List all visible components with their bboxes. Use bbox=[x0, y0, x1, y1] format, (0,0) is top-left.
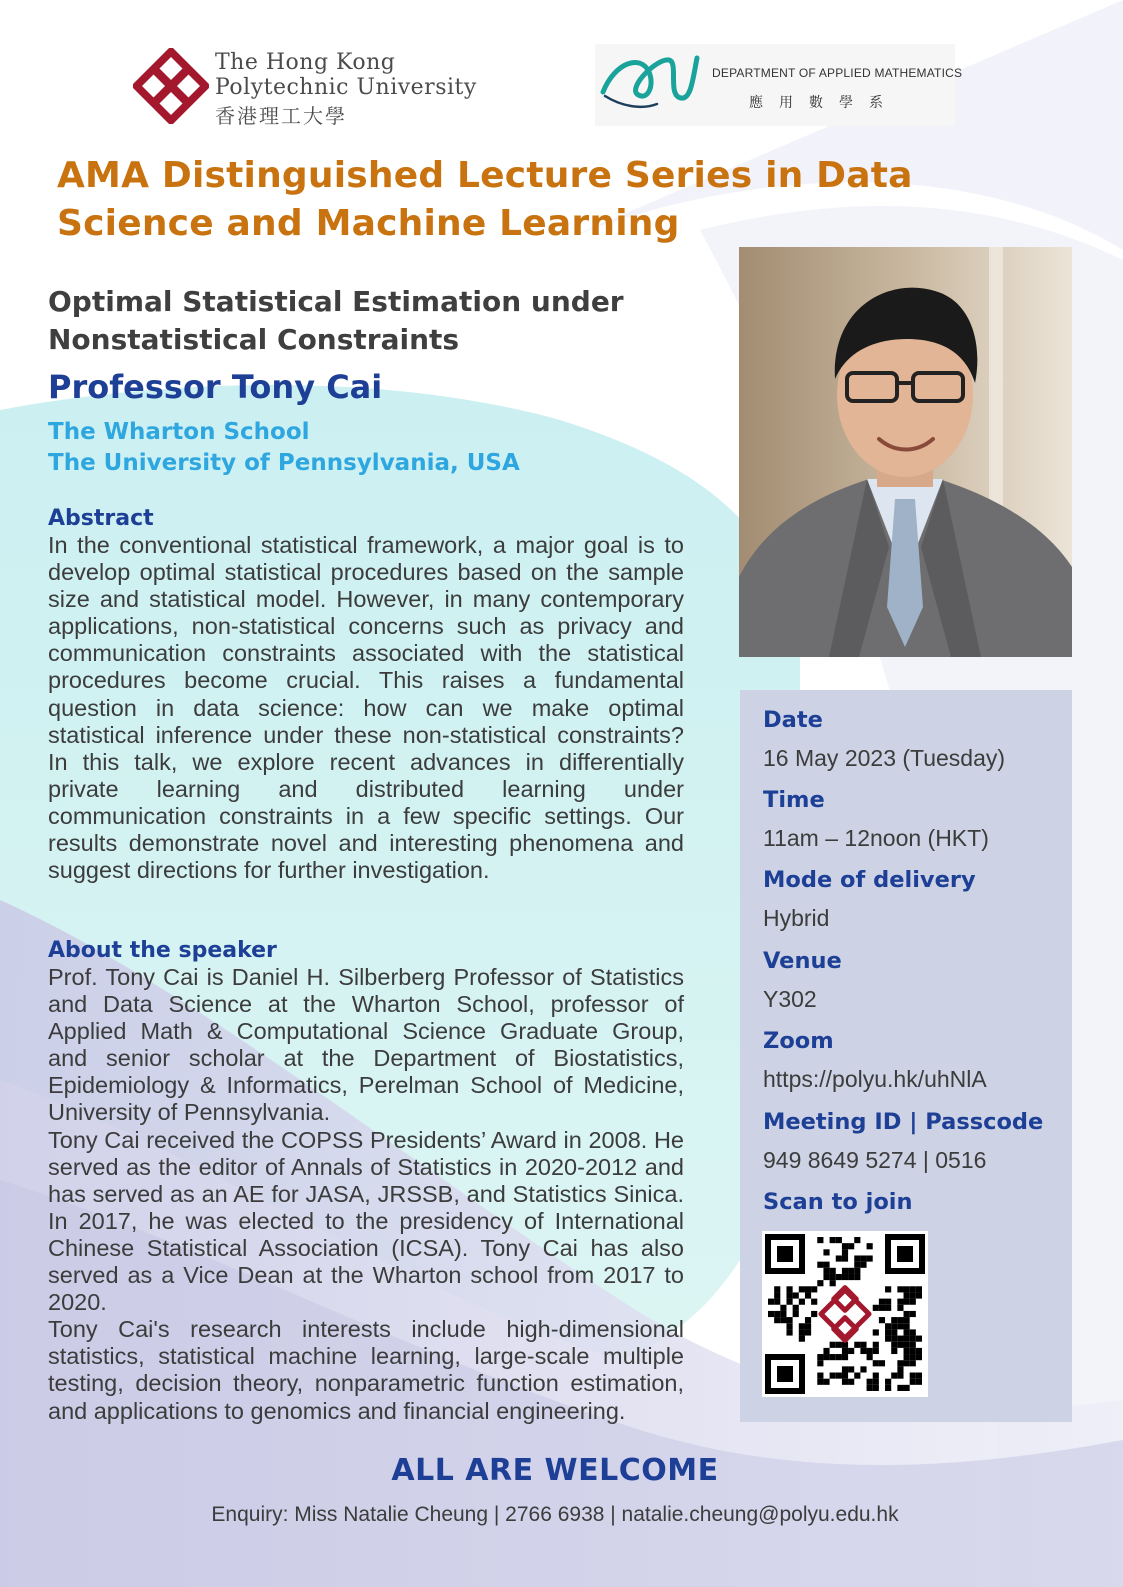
department-name-zh: 應用數學系 bbox=[749, 95, 899, 111]
affiliation-school: The Wharton School bbox=[48, 419, 310, 445]
talk-title: Optimal Statistical Estimation under Nonstatistical Constraints bbox=[48, 285, 624, 356]
event-info-panel bbox=[740, 690, 1072, 1422]
time-value: 11am – 12noon (HKT) bbox=[763, 825, 989, 851]
abstract-section bbox=[48, 506, 684, 884]
speaker-name: Professor Tony Cai bbox=[48, 368, 383, 406]
venue-label: Venue bbox=[763, 948, 842, 974]
abstract-heading: Abstract bbox=[48, 506, 154, 531]
qr-code-icon[interactable] bbox=[762, 1231, 928, 1397]
about-heading: About the speaker bbox=[48, 938, 277, 963]
time-label: Time bbox=[763, 787, 825, 813]
department-logo bbox=[595, 44, 963, 126]
about-paragraph: Prof. Tony Cai is Daniel H. Silberberg Professor of Statistics and Data Science at the Wharton School, professor of Applied Math & Computational Science Graduate Group, and senior scholar at the Department of Biostatistics, Epidemiology & Informatics, Perelman School of Medicine, University of Pennsylvania. bbox=[48, 964, 684, 1126]
mode-label: Mode of delivery bbox=[763, 867, 976, 893]
meeting-value: 949 8649 5274 | 0516 bbox=[763, 1147, 987, 1173]
department-name-en: DEPARTMENT OF APPLIED MATHEMATICS bbox=[712, 66, 963, 80]
welcome-banner: ALL ARE WELCOME bbox=[391, 1453, 719, 1488]
university-name-line1: The Hong Kong bbox=[215, 50, 396, 75]
series-title: AMA Distinguished Lecture Series in Data Science and Machine Learning bbox=[57, 155, 913, 244]
meeting-label: Meeting ID | Passcode bbox=[763, 1109, 1044, 1135]
date-label: Date bbox=[763, 707, 823, 733]
about-paragraph: Tony Cai's research interests include high-dimensional statistics, statistical machine learning, large-scale multiple testing, decision theory, nonparametric function estimation, and applications to genomics and financial engineering. bbox=[48, 1316, 684, 1424]
zoom-link[interactable]: https://polyu.hk/uhNlA bbox=[763, 1066, 987, 1092]
scan-label: Scan to join bbox=[763, 1189, 913, 1215]
university-name-zh: 香港理工大學 bbox=[215, 104, 347, 128]
abstract-text: In the conventional statistical framework, a major goal is to develop optimal statistical procedures based on the sample size and statistical model. However, in many contemporary applications, non-statistical concerns such as privacy and communication constraints associated with the statistical procedures become crucial. This raises a fundamental question in data science: how can we make optimal statistical inference under these non-statistical constraints? In this talk, we explore recent advances in differentially private learning and distributed learning under communication constraints in a few specific settings. Our results demonstrate novel and interesting phenomena and suggest directions for further investigation. bbox=[48, 532, 684, 884]
ama-wave-logo-icon bbox=[597, 48, 701, 112]
enquiry-contact: Enquiry: Miss Natalie Cheung | 2766 6938 | natalie.cheung@polyu.edu.hk bbox=[211, 1503, 899, 1526]
date-value: 16 May 2023 (Tuesday) bbox=[763, 745, 1006, 771]
university-name-line2: Polytechnic University bbox=[215, 75, 477, 100]
about-paragraph: Tony Cai received the COPSS Presidents’ Award in 2008. He served as the editor of Annals of Statistics in 2020-2012 and has served as an AE for JASA, JRSSB, and Statistics Sinica. In 2017, he was elected to the presidency of International Chinese Statistical Association (ICSA). Tony Cai has also served as a Vice Dean at the Wharton school from 2017 to 2020. bbox=[48, 1126, 684, 1316]
affiliation-university: The University of Pennsylvania, USA bbox=[48, 450, 520, 476]
zoom-label: Zoom bbox=[763, 1028, 834, 1054]
polyu-emblem-icon bbox=[133, 48, 209, 124]
about-speaker-section bbox=[48, 938, 684, 1425]
polyu-logo bbox=[133, 48, 533, 128]
speaker-portrait-image bbox=[739, 247, 1072, 657]
speaker-affiliation bbox=[48, 417, 708, 479]
venue-value: Y302 bbox=[763, 986, 817, 1012]
mode-value: Hybrid bbox=[763, 905, 830, 931]
speaker-photo bbox=[739, 247, 1072, 657]
